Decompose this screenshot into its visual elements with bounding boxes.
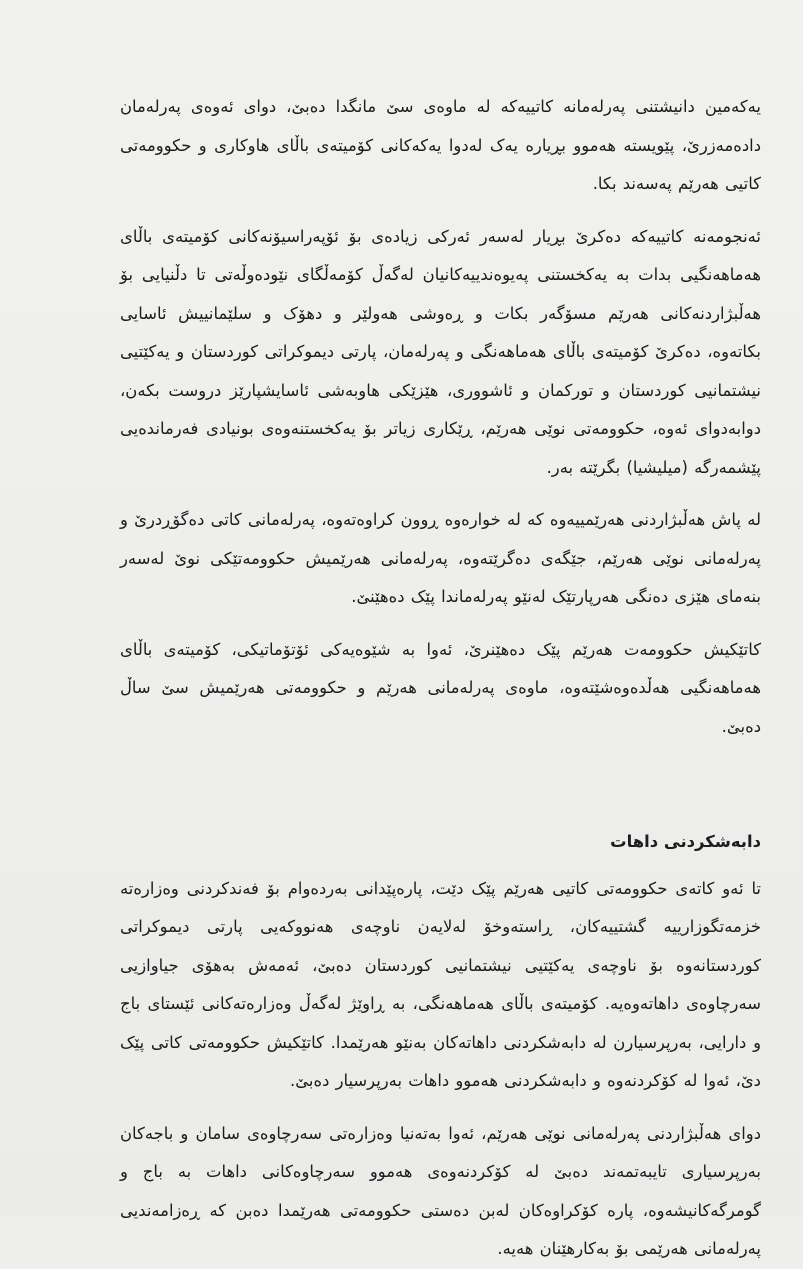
paragraph-4: کاتێکیش حکوومەت هەرێم پێک دەهێنرێ، ئەوا بە شێوەیەکی ئۆتۆماتیکی، کۆمیتەی باڵای هەماهەنگیی هەڵدەوەشێتەوە، ماوەی پەرلەمانی هەرێم و حکوومەتی هەرێمیش سێ ساڵ دەبێ.	[120, 639, 761, 736]
page-body	[120, 88, 761, 1269]
paragraph-6: دوای هەڵبژاردنی پەرلەمانی نوێی هەرێم، ئەوا بەتەنیا وەزارەتی سەرچاوەی سامان و باجەکان بەرپرسیاری تایبەتمەند دەبێ لە کۆکردنەوەی هەموو سەرچاوەکانی داهات بە باج و گومرگەکانیشەوە، پارە کۆکراوەکان لەبن دەستی حکوومەتی هەرێمدا دەبن کە ڕەزامەندیی پەرلەمانی هەرێمی بۆ بەکارهێنان هەیە.	[120, 1123, 761, 1258]
paragraph-2: ئەنجومەنە کاتییەکە دەکرێ بڕیار لەسەر ئەرکی زیادەی بۆ ئۆپەراسیۆنەکانی کۆمیتەی باڵای هەماهەنگیی بدات بە یەکخستنی پەیوەندییەکانیان لەگەڵ کۆمەڵگای نێودەوڵەتی تا دڵنیایی بۆ هەڵبژاردنەکانی هەرێم مسۆگەر بکات و ڕەوشی هەولێر و دهۆک و سلێمانییش ئاسایی بکاتەوە، دەکرێ کۆمیتەی باڵای هەماهەنگی و پەرلەمان، پارتی دیموکراتی کوردستان و یەکێتیی نیشتمانیی کوردستان و تورکمان و ئاشووری، هێزێکی هاوبەشی ئاسایشپارێز دروست بکەن، دوابەدوای ئەوە، حکوومەتی نوێی هەرێم، ڕێکاری زیاتر بۆ یەکخستنەوەی بونیادی فەرماندەیی پێشمەرگە (میلیشیا) بگرێتە بەر.	[120, 226, 761, 477]
paragraph-3: لە پاش هەڵبژاردنی هەرێمییەوە کە لە خوارەوە ڕوون کراوەتەوە، پەرلەمانی کاتی دەگۆڕدرێ و پەرلەمانی نوێی هەرێم، جێگەی دەگرێتەوە، پەرلەمانی هەرێمیش حکوومەتێکی نوێ لەسەر بنەمای هێزی دەنگی هەرپارتێک لەنێو پەرلەماندا پێک دەهێنێ.	[120, 510, 761, 606]
paragraph-1: یەکەمین دانیشتنی پەرلەمانە کاتییەکە لە ماوەی سێ مانگدا دەبێ، دوای ئەوەی پەرلەمان دادەمەزرێ، پێویستە هەموو بڕیارە یەک لەدوا یەکەکانی کۆمیتەی باڵای هاوکاری و حکوومەتی کاتیی هەرێم پەسەند بکا.	[120, 97, 761, 193]
paragraph-5: تا ئەو کاتەی حکوومەتی کاتیی هەرێم پێک دێت، پارەپێدانی بەردەوام بۆ فەندکردنی وەزارەتە خزمەتگوزارییە گشتییەکان، ڕاستەوخۆ لەلایەن ناوچەی هەنووکەیی پارتی دیموکراتی کوردستانەوە بۆ ناوچەی یەکێتیی نیشتمانیی کوردستان دەبێ، ئەمەش بەهۆی جیاوازیی سەرچاوەی داهاتەوەیە. کۆمیتەی باڵای هەماهەنگی، بە ڕاوێژ لەگەڵ وەزارەتەکانی ئێستای باج و دارایی، بەرپرسیارن لە دابەشکردنی داهاتەکان بەنێو هەرێمدا. کاتێکیش حکوومەتی کاتی پێک دێ، ئەوا لە کۆکردنەوە و دابەشکردنی هەموو داهات بەرپرسیار دەبێ.	[120, 878, 761, 1090]
section-heading: دابەشکردنی داهات	[610, 832, 761, 851]
